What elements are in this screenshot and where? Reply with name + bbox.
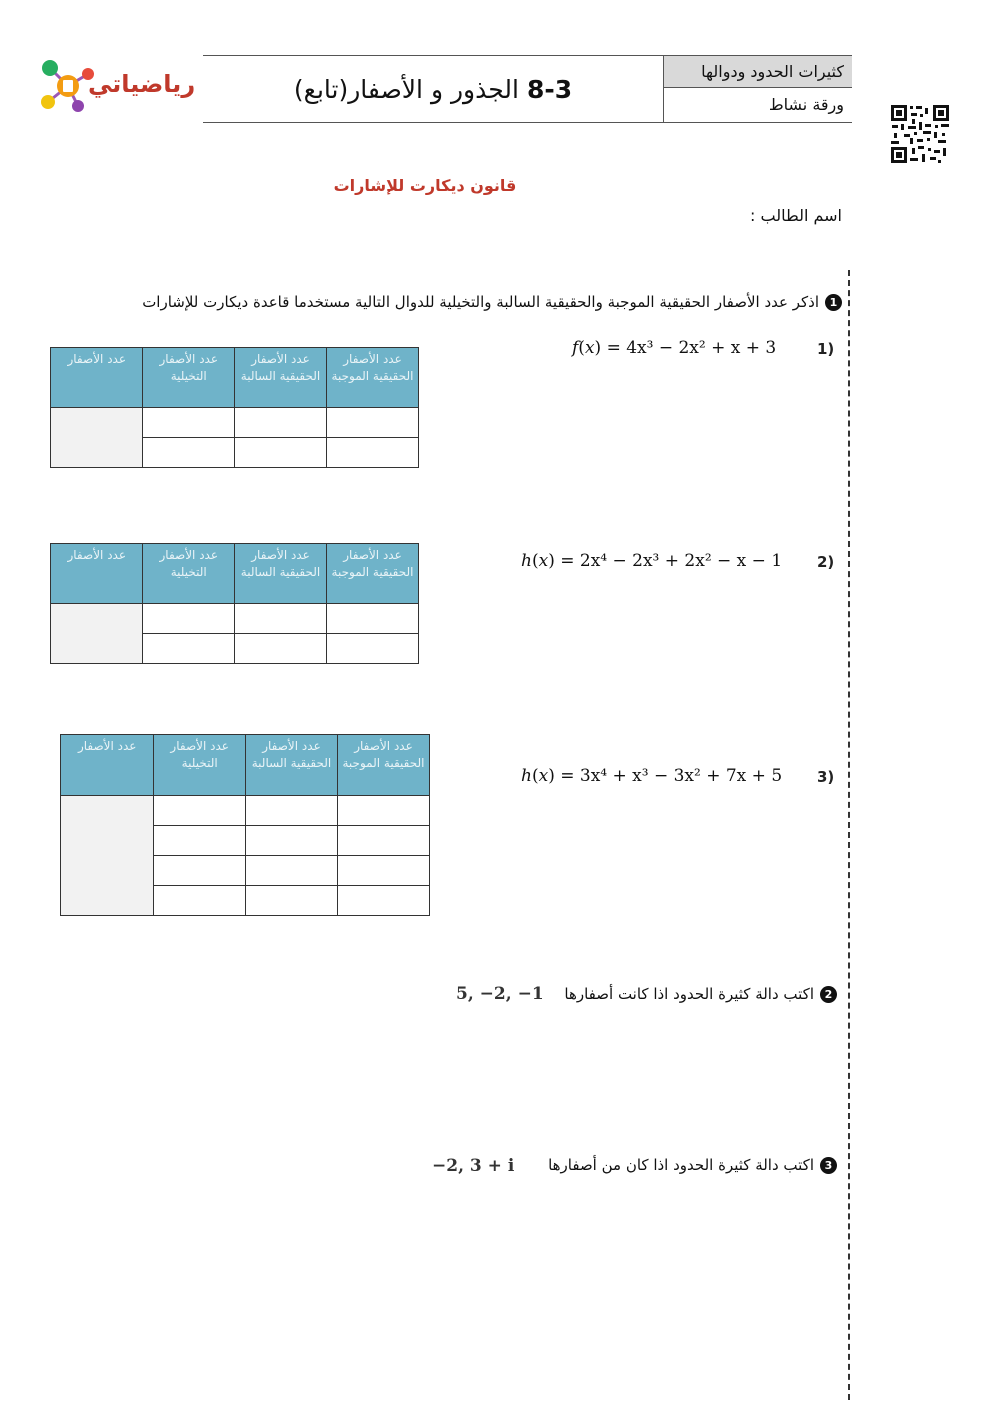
item-3-number: 3) [817, 768, 835, 786]
answer-table-1 [50, 347, 419, 468]
lesson-number: 8-3 [526, 74, 573, 104]
question-1-number: 1 [825, 294, 842, 311]
equation-2: h(x) = 2x⁴ − 2x³ + 2x² − x − 1 [521, 551, 783, 571]
header-total-zeros: عدد الأصفار [51, 348, 143, 408]
logo-text: رياضياتي [88, 70, 196, 98]
answer-cell[interactable] [327, 604, 419, 634]
answer-cell[interactable] [337, 856, 429, 886]
qr-code-icon [890, 104, 950, 164]
answer-cell[interactable] [235, 438, 327, 468]
lesson-title: الجذور و الأصفار(تابع) [293, 74, 519, 104]
header-negative-zeros: عدد الأصفار الحقيقية السالبة [235, 544, 327, 604]
total-zeros-cell[interactable] [61, 796, 154, 916]
answer-cell[interactable] [245, 826, 337, 856]
worksheet-type: ورقة نشاط [768, 95, 844, 114]
header-imaginary-zeros: عدد الأصفار التخيلية [143, 348, 235, 408]
total-zeros-cell[interactable] [51, 604, 143, 664]
header-imaginary-zeros: عدد الأصفار التخيلية [154, 735, 246, 796]
answer-cell[interactable] [337, 826, 429, 856]
equation-1: f(x) = 4x³ − 2x² + x + 3 [572, 338, 777, 358]
item-2-number: 2) [817, 553, 835, 571]
question-3-number: 3 [820, 1157, 837, 1174]
header-positive-zeros: عدد الأصفار الحقيقية الموجبة [337, 735, 429, 796]
student-name-label: اسم الطالب : [750, 206, 842, 225]
lesson-heading [205, 56, 661, 122]
header-positive-zeros: عدد الأصفار الحقيقية الموجبة [327, 348, 419, 408]
question-2-text: اكتب دالة كثيرة الحدود اذا كانت أصفارها [564, 985, 814, 1003]
answer-cell[interactable] [154, 826, 246, 856]
equation-1-terms: 4x³ − 2x² + x + 3 [626, 338, 777, 358]
header-negative-zeros: عدد الأصفار الحقيقية السالبة [245, 735, 337, 796]
answer-cell[interactable] [327, 438, 419, 468]
equation-2-function: h [521, 551, 532, 571]
answer-cell[interactable] [154, 886, 246, 916]
header-positive-zeros: عدد الأصفار الحقيقية الموجبة [327, 544, 419, 604]
margin-divider [848, 270, 850, 1400]
answer-cell[interactable] [245, 856, 337, 886]
answer-cell[interactable] [327, 408, 419, 438]
section-title: قانون ديكارت للإشارات [333, 176, 517, 195]
header-imaginary-zeros: عدد الأصفار التخيلية [143, 544, 235, 604]
header-total-zeros: عدد الأصفار [51, 544, 143, 604]
question-1-text: اذكر عدد الأصفار الحقيقية الموجبة والحقيقية السالبة والتخيلية للدوال التالية مستخدما قاعدة ديكارت للإشارات [142, 293, 819, 311]
answer-cell[interactable] [337, 886, 429, 916]
answer-cell[interactable] [235, 604, 327, 634]
question-3 [548, 1156, 837, 1174]
answer-cell[interactable] [235, 634, 327, 664]
equation-1-function: f [572, 338, 579, 358]
total-zeros-cell[interactable] [51, 408, 143, 468]
answer-cell[interactable] [143, 604, 235, 634]
question-2-number: 2 [820, 986, 837, 1003]
header-bottom-border [203, 122, 852, 123]
answer-cell[interactable] [154, 856, 246, 886]
answer-cell[interactable] [143, 408, 235, 438]
answer-cell[interactable] [143, 438, 235, 468]
answer-cell[interactable] [327, 634, 419, 664]
question-3-text: اكتب دالة كثيرة الحدود اذا كان من أصفارها [548, 1156, 814, 1174]
item-1-number: 1) [817, 340, 835, 358]
question-2-zeros: 5, −2, −1 [456, 984, 544, 1004]
answer-cell[interactable] [245, 886, 337, 916]
header-total-zeros: عدد الأصفار [61, 735, 154, 796]
equation-3: h(x) = 3x⁴ + x³ − 3x² + 7x + 5 [521, 766, 783, 786]
equation-2-terms: 2x⁴ − 2x³ + 2x² − x − 1 [579, 551, 783, 571]
answer-cell[interactable] [235, 408, 327, 438]
answer-cell[interactable] [154, 796, 246, 826]
equation-3-function: h [521, 766, 532, 786]
question-2 [564, 985, 837, 1003]
answer-table-3 [60, 734, 430, 916]
logo [34, 54, 196, 118]
subject-label: كثيرات الحدود ودوالها [664, 56, 852, 87]
question-3-zeros: −2, 3 + i [432, 1156, 515, 1176]
answer-cell[interactable] [143, 634, 235, 664]
header-negative-zeros: عدد الأصفار الحقيقية السالبة [235, 348, 327, 408]
question-1 [142, 293, 842, 311]
answer-table-2 [50, 543, 419, 664]
answer-cell[interactable] [245, 796, 337, 826]
answer-cell[interactable] [337, 796, 429, 826]
equation-3-terms: 3x⁴ + x³ − 3x² + 7x + 5 [579, 766, 783, 786]
